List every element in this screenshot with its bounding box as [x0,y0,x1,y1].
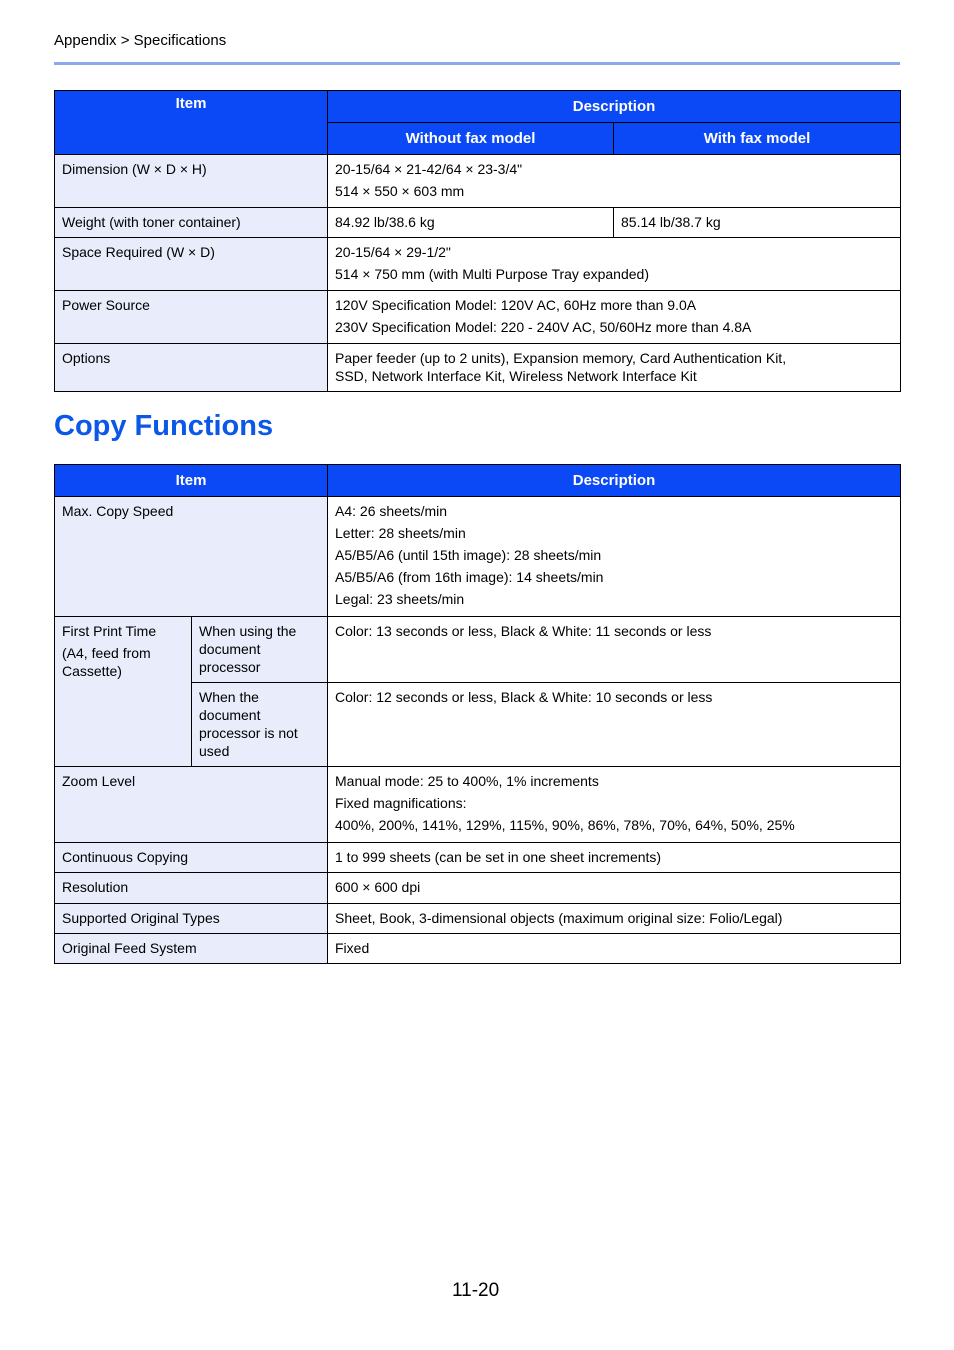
table-row [55,344,901,392]
row-label: Max. Copy Speed [55,497,328,617]
table-row [55,767,901,843]
table-row [55,904,901,934]
row-value [328,238,901,291]
table-row [55,617,901,683]
row-label: Space Required (W × D) [55,238,328,291]
header-description: Description [328,465,901,497]
table-row [55,208,901,238]
row-sublabel: When using the document processor [192,617,328,683]
row-value: Color: 13 seconds or less, Black & White: 11 seconds or less [328,617,901,683]
value-line: 120V Specification Model: 120V AC, 60Hz more than 9.0A [335,297,697,313]
row-value-with-fax: 85.14 lb/38.7 kg [614,208,901,238]
row-value: Fixed [328,934,901,964]
row-value [328,291,901,344]
value-line: A5/B5/A6 (until 15th image): 28 sheets/min [335,547,602,563]
table-row [55,155,901,208]
table-row [55,291,901,344]
row-value [328,767,901,843]
row-value-without-fax: 84.92 lb/38.6 kg [328,208,614,238]
row-label: Original Feed System [55,934,328,964]
value-line: Manual mode: 25 to 400%, 1% increments [335,773,599,789]
row-value [328,344,901,392]
row-value [328,155,901,208]
row-value: Sheet, Book, 3-dimensional objects (maximum original size: Folio/Legal) [328,904,901,934]
value-line: A4: 26 sheets/min [335,503,448,519]
value-line: 230V Specification Model: 220 - 240V AC, 50/60Hz more than 4.8A [335,319,752,335]
copy-functions-table [54,464,901,964]
row-label: Continuous Copying [55,843,328,873]
label-line: (A4, feed from Cassette) [62,645,151,679]
value-line: A5/B5/A6 (from 16th image): 14 sheets/min [335,569,604,585]
table-row [55,497,901,617]
header-rule [54,62,900,65]
row-label: Power Source [55,291,328,344]
row-label: Resolution [55,873,328,904]
specifications-table [54,90,901,392]
row-label [55,617,192,767]
row-label: Weight (with toner container) [55,208,328,238]
row-label: Zoom Level [55,767,328,843]
row-label: Dimension (W × D × H) [55,155,328,208]
value-line: 20-15/64 × 29-1/2" [335,244,451,260]
row-value: 1 to 999 sheets (can be set in one sheet increments) [328,843,901,873]
value-line: Paper feeder (up to 2 units), Expansion memory, Card Authentication Kit, [335,350,787,366]
value-line: 400%, 200%, 141%, 129%, 115%, 90%, 86%, 78%, 70%, 64%, 50%, 25% [335,817,795,833]
header-item: Item [55,465,328,497]
breadcrumb: Appendix > Specifications [54,32,227,49]
value-line: Letter: 28 sheets/min [335,525,466,541]
row-label: Supported Original Types [55,904,328,934]
value-line: 514 × 550 × 603 mm [335,183,465,199]
header-with-fax: With fax model [614,123,901,155]
header-without-fax: Without fax model [328,123,614,155]
table-row [55,238,901,291]
value-line: SSD, Network Interface Kit, Wireless Network Interface Kit [335,368,697,384]
header-description: Description [328,91,901,123]
value-line: Legal: 23 sheets/min [335,591,465,607]
row-label: Options [55,344,328,392]
value-line: Fixed magnifications: [335,795,467,811]
value-line: 20-15/64 × 21-42/64 × 23-3/4" [335,161,523,177]
row-value: 600 × 600 dpi [328,873,901,904]
header-item: Item [55,91,328,155]
row-value: Color: 12 seconds or less, Black & White: 10 seconds or less [328,683,901,767]
table-row [55,843,901,873]
table-row [55,873,901,904]
section-title: Copy Functions [54,410,274,442]
label-line: First Print Time [62,623,157,639]
value-line: 514 × 750 mm (with Multi Purpose Tray expanded) [335,266,649,282]
row-sublabel: When the document processor is not used [192,683,328,767]
page-number: 11-20 [452,1280,500,1301]
row-value [328,497,901,617]
table-row [55,934,901,964]
